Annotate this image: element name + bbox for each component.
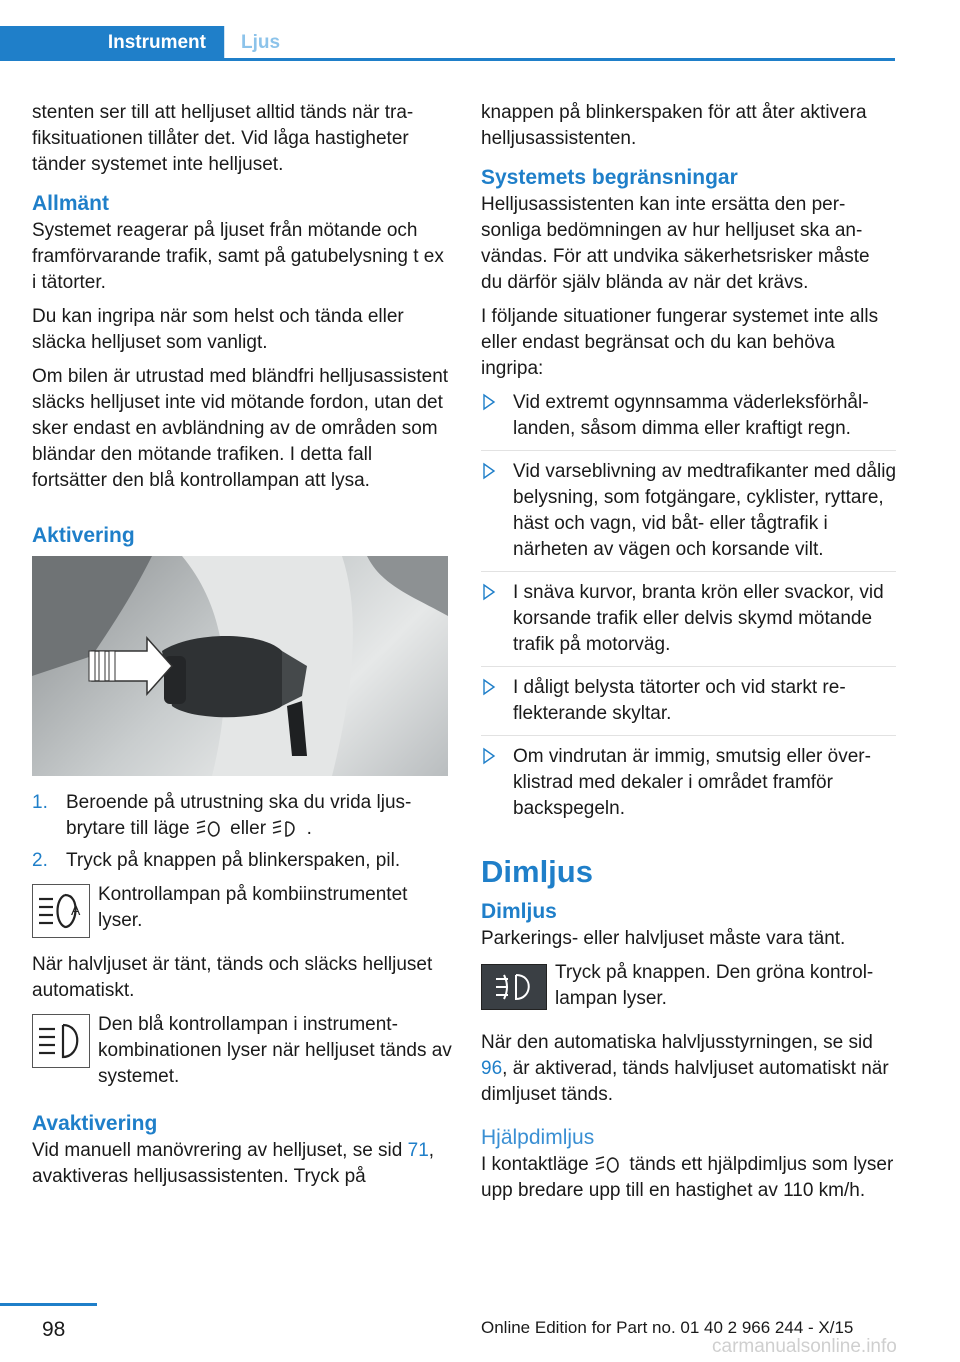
paragraph: När halvljuset är tänt, tänds och släcks helljuset automatiskt. bbox=[32, 954, 433, 1001]
high-beam-icon bbox=[32, 1014, 90, 1068]
high-beam-assistant-icon bbox=[32, 884, 90, 938]
list-item bbox=[481, 675, 896, 736]
heading-avaktivering: Avaktivering bbox=[32, 1112, 158, 1135]
list-item bbox=[481, 580, 896, 667]
indicator-text: Den blå kontrollampan i instrumentkombinationen lyser när helljuset tänds av systemet. bbox=[98, 1014, 452, 1087]
paragraph bbox=[481, 1030, 896, 1108]
step-text: Tryck på knappen på blinkerspaken, pil. bbox=[66, 850, 401, 871]
text-span: I kontaktläge bbox=[481, 1154, 589, 1175]
step-text-a: Beroende på utrustning ska du vrida ljusbrytare till läge bbox=[66, 792, 412, 839]
bullet-text: Vid extremt ogynnsamma väderleksförhållanden, såsom dimma eller kraftigt regn. bbox=[513, 392, 869, 439]
text-span: När den automatiska halvljusstyrningen, se sid bbox=[481, 1032, 873, 1053]
indicator-row-high-beam bbox=[32, 1012, 452, 1090]
fog-light-button-row bbox=[481, 960, 896, 1020]
stalk-illustration bbox=[32, 556, 448, 776]
section-title-dimljus: Dimljus bbox=[481, 854, 593, 889]
steps-list bbox=[32, 790, 452, 874]
step-text-b: eller bbox=[230, 818, 267, 839]
list-item bbox=[32, 790, 452, 842]
list-item bbox=[481, 459, 896, 572]
list-item bbox=[481, 390, 896, 451]
page-link-96[interactable]: 96 bbox=[481, 1058, 503, 1079]
step-number: 1. bbox=[32, 792, 48, 813]
triangle-bullet-icon bbox=[482, 583, 496, 609]
paragraph bbox=[481, 1152, 896, 1204]
text-span: , är aktiverad, tänds halvljuset automatiskt när dimljuset tänds. bbox=[481, 1058, 889, 1105]
heading-allmant: Allmänt bbox=[32, 192, 110, 215]
triangle-bullet-icon bbox=[482, 462, 496, 488]
heading-hjalpdimljus: Hjälpdimljus bbox=[481, 1126, 595, 1149]
triangle-bullet-icon bbox=[482, 393, 496, 419]
bullet-text: Om vindrutan är immig, smutsig eller överklistrad med dekaler i området framför backspegeln. bbox=[513, 746, 871, 819]
paragraph: knappen på blinkerspaken för att åter aktivera helljusassistenten. bbox=[481, 102, 867, 149]
paragraph: Systemet reagerar på ljuset från mötande och framförvarande trafik, samt på gatubelysning t ex i tätorter. bbox=[32, 220, 444, 293]
tab-ljus[interactable]: Ljus bbox=[241, 32, 281, 53]
tab-instrument-label: Instrument bbox=[107, 32, 206, 53]
right-column bbox=[481, 100, 896, 1212]
triangle-bullet-icon bbox=[482, 678, 496, 704]
text-span: Vid manuell manövrering av helljuset, se sid bbox=[32, 1140, 403, 1161]
paragraph: Helljusassistenten kan inte ersätta den personliga bedömningen av hur helljuset ska användas. För att undvika säkerhetsrisker måste du därför själv blända av när det krävs. bbox=[481, 194, 870, 293]
footer-rule bbox=[0, 1303, 97, 1306]
heading-aktivering: Aktivering bbox=[32, 524, 135, 547]
footer-edition: Online Edition for Part no. 01 40 2 966 244 - X/15 bbox=[481, 1318, 854, 1337]
svg-text:A: A bbox=[71, 902, 81, 918]
paragraph: Parkerings- eller halvljuset måste vara tänt. bbox=[481, 928, 846, 949]
heading-dimljus: Dimljus bbox=[481, 900, 557, 923]
header-rule bbox=[0, 58, 895, 61]
low-beam-icon bbox=[271, 818, 301, 840]
text-span: tänds ett hjälpdimljus som lyser upp bredare upp till en hastighet av 110 km/h. bbox=[481, 1154, 894, 1201]
page-number: 98 bbox=[42, 1318, 66, 1341]
list-item bbox=[32, 848, 452, 874]
limitations-list bbox=[481, 390, 896, 830]
paragraph: Du kan ingripa när som helst och tända eller släcka helljuset som vanligt. bbox=[32, 306, 404, 353]
heading-begransningar: Systemets begränsningar bbox=[481, 166, 738, 189]
tab-instrument[interactable] bbox=[0, 26, 224, 61]
turn-signal-stalk-photo bbox=[32, 556, 448, 776]
left-column bbox=[32, 100, 452, 1198]
indicator-text: Kontrollampan på kombiinstrumentet lyser. bbox=[98, 884, 408, 931]
auto-light-icon bbox=[195, 818, 225, 840]
bullet-text: I dåligt belysta tätorter och vid starkt reflekterande skyltar. bbox=[513, 677, 846, 724]
step-text-c: . bbox=[306, 818, 312, 839]
paragraph: I följande situationer fungerar systemet inte alls eller endast begränsat och du kan behöva ingripa: bbox=[481, 306, 879, 379]
triangle-bullet-icon bbox=[482, 747, 496, 773]
auto-light-icon bbox=[594, 1154, 624, 1176]
page-link-71[interactable]: 71 bbox=[407, 1140, 429, 1161]
indicator-row-assistant bbox=[32, 882, 452, 942]
text-span: , avaktiveras helljusassistenten. Tryck på bbox=[32, 1140, 435, 1187]
step-number: 2. bbox=[32, 850, 48, 871]
paragraph: stenten ser till att helljuset alltid tänds när trafiksituationen tillåter det. Vid låga hastigheter tänder systemet inte helljuset. bbox=[32, 102, 414, 175]
fog-light-text: Tryck på knappen. Den gröna kontrollampan lyser. bbox=[555, 962, 874, 1009]
watermark: carmanualsonline.info bbox=[712, 1336, 897, 1357]
list-item bbox=[481, 744, 896, 830]
fog-light-button-icon bbox=[481, 964, 547, 1010]
bullet-text: I snäva kurvor, branta krön eller svackor, vid korsande trafik eller delvis skymd mötande trafik på motorväg. bbox=[513, 582, 884, 655]
bullet-text: Vid varseblivning av medtrafikanter med dålig belysning, som fotgängare, cyklister, ryttare, häst och vagn, vid båt- eller tågtrafik i närheten av vägen och korsande vilt. bbox=[513, 461, 897, 560]
paragraph bbox=[32, 1138, 452, 1190]
paragraph: Om bilen är utrustad med bländfri helljusassistent släcks helljuset inte vid mötande fordon, utan det sker endast en avbländning av de områden som bländar den mötande trafiken. I detta fall fortsätter den blå kontrollampan att lysa. bbox=[32, 366, 449, 491]
tab-divider bbox=[224, 26, 225, 58]
